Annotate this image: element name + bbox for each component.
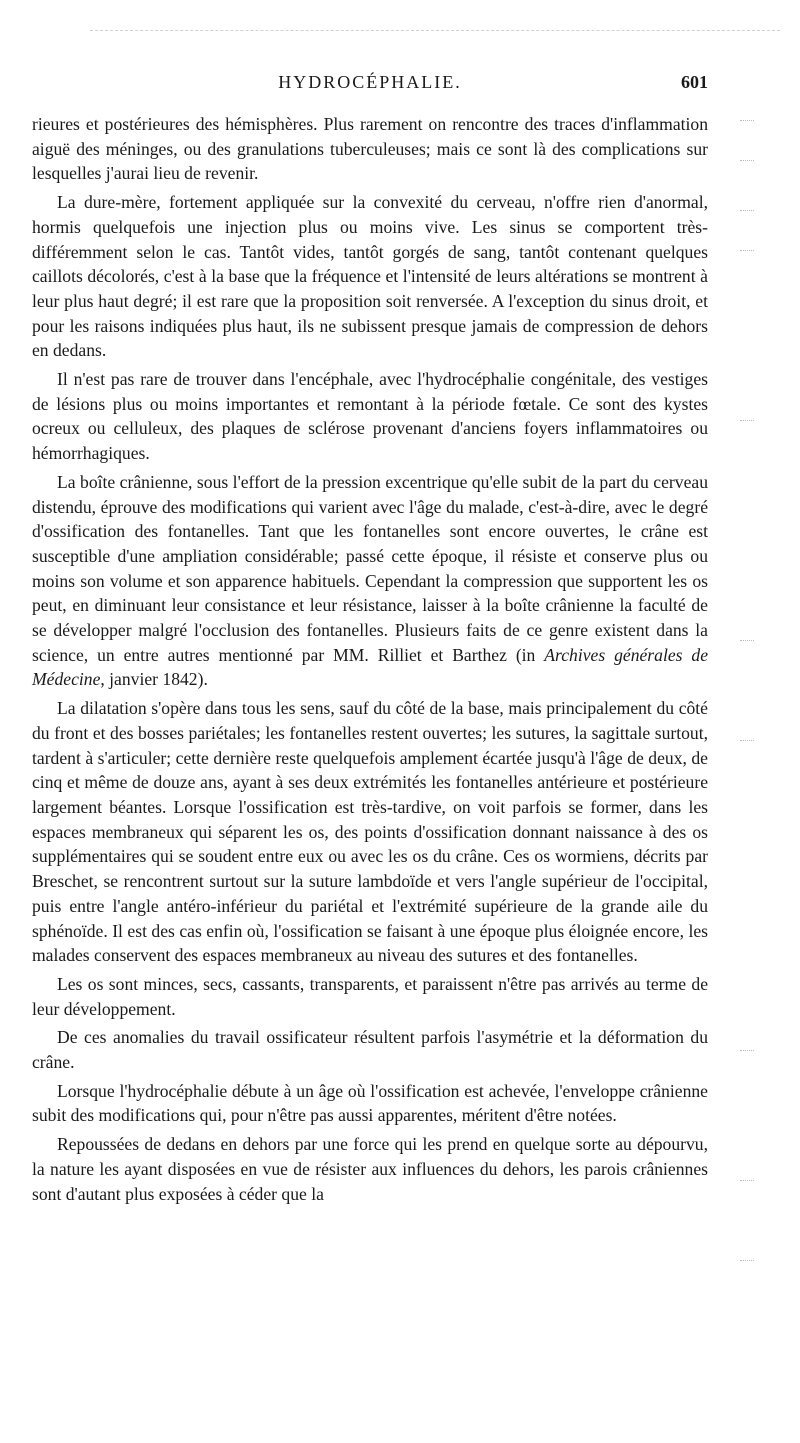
margin-mark [740, 1180, 754, 1181]
margin-mark [740, 120, 754, 121]
paragraph-text: Repoussées de dedans en dehors par une force qui les prend en quelque sorte au dépourvu, la nature les ayant disposées en vue de résister aux influences du dehors, les parois crâniennes sont d'autant plus exposées à céder que la [32, 1134, 708, 1204]
margin-mark [740, 420, 754, 421]
paragraph-text: De ces anomalies du travail ossificateur résultent parfois l'asymétrie et la déformation du crâne. [32, 1027, 708, 1073]
paragraph [32, 190, 708, 363]
running-head [32, 72, 708, 100]
paragraph-text: , janvier 1842). [100, 669, 208, 690]
paragraph [32, 112, 708, 186]
paragraph [32, 1132, 708, 1206]
margin-mark [740, 210, 754, 211]
paragraph-text: Il n'est pas rare de trouver dans l'encéphale, avec l'hydrocéphalie congénitale, des vestiges de lésions plus ou moins importantes et remontant à la période fœtale. Ce sont des kystes ocreux ou celluleux, des plaques de sclérose provenant d'anciens foyers inflammatoires ou hémorrhagiques. [32, 369, 708, 464]
paragraph-text: rieures et postérieures des hémisphères. Plus rarement on rencontre des traces d'inflammation aiguë des méninges, ou des granulations tuberculeuses; mais ce sont là des complications sur lesquelles j'aurai lieu de revenir. [32, 114, 708, 184]
paragraph-text: Lorsque l'hydrocéphalie débute à un âge où l'ossification est achevée, l'enveloppe crânienne subit des modifications qui, pour n'être pas aussi apparentes, méritent d'être notées. [32, 1080, 708, 1126]
scan-artifact-line [90, 30, 780, 45]
margin-mark [740, 1050, 754, 1051]
running-title: HYDROCÉPHALIE. [278, 72, 462, 92]
margin-mark [740, 640, 754, 641]
paragraph-text: La dilatation s'opère dans tous les sens, sauf du côté de la base, mais principalement du côté du front et des bosses pariétales; les fontanelles restent ouvertes; les sutures, la sagittale surtout, tardent à s'articuler; cette dernière reste quelquefois amplement écartée jusqu'à l'âge de deux, de cinq et même de douze ans, ayant à ses deux extrémités les fontanelles antérieure et postérieure largement béantes. Lorsque l'ossification est très-tardive, on voit parfois se former, dans les espaces membraneux qui séparent les os, des points d'ossification donnant naissance à des os supplémentaires qui se soudent entre eux ou avec les os du crâne. Ces os wormiens, décrits par Breschet, se rencontrent surtout sur la suture lambdoïde et vers l'angle supérieur de l'occipital, puis entre l'angle antéro-inférieur du pariétal et l'extrémité supérieure de la grande aile du sphénoïde. Il est des cas enfin où, l'ossification se faisant à une époque plus éloignée encore, les malades conservent des espaces membraneux au niveau des sutures et des fontanelles. [32, 698, 708, 966]
page-number: 601 [681, 72, 708, 92]
paragraph [32, 1025, 708, 1074]
margin-mark [740, 1260, 754, 1261]
journal-title: Archives générales de Médecine [32, 644, 709, 690]
paragraph-text: Les os sont minces, secs, cassants, transparents, et paraissent n'être pas arrivés au terme de leur développement. [32, 973, 708, 1019]
paragraph [32, 1079, 708, 1128]
margin-mark [740, 250, 754, 251]
paragraph [32, 470, 708, 692]
margin-mark [740, 740, 754, 741]
paragraph-text: La boîte crânienne, sous l'effort de la pression excentrique qu'elle subit de la part du cerveau distendu, éprouve des modifications qui varient avec l'âge du malade, c'est-à-dire, avec le degré d'ossification des fontanelles. Tant que les fontanelles sont encore ouvertes, le crâne est susceptible d'une ampliation considérable; passé cette époque, il résiste et conserve plus ou moins son volume et son apparence habituels. Cependant la compression que supportent les os peut, en diminuant leur consistance et leur résistance, laisser à la boîte crânienne la faculté de se développer malgré l'occlusion des fontanelles. Plusieurs faits de ce genre existent dans la science, un entre autres mentionné par MM. Rilliet et Barthez (in [32, 471, 708, 665]
body-text [32, 112, 708, 1206]
margin-scan-marks [740, 100, 780, 1300]
paragraph [32, 367, 708, 466]
margin-mark [740, 160, 754, 161]
paragraph [32, 972, 708, 1021]
paragraph-text: La dure-mère, fortement appliquée sur la convexité du cerveau, n'offre rien d'anormal, hormis quelquefois une injection plus ou moins vive. Les sinus se comportent très-différemment selon le cas. Tantôt vides, tantôt gorgés de sang, tantôt contenant quelques caillots décolorés, c'est à la base que la fréquence et l'intensité de leurs altérations se montrent à leur plus haut degré; il est rare que la proposition soit renversée. A l'exception du sinus droit, et pour les raisons indiquées plus haut, ils ne subissent presque jamais de compression de dehors en dedans. [32, 192, 708, 361]
paragraph [32, 696, 708, 968]
